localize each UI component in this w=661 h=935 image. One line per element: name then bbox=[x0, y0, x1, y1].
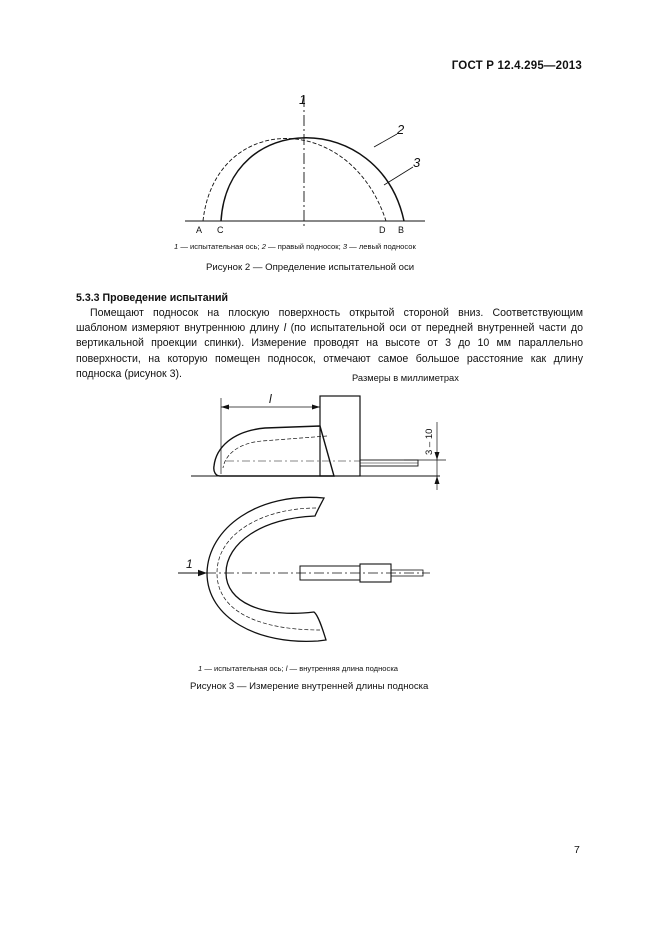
left-toecap-curve bbox=[203, 138, 386, 221]
legend3-num-1: 1 bbox=[198, 664, 203, 673]
dimensions-note: Размеры в миллиметрах bbox=[352, 373, 459, 383]
figure-2-caption: Рисунок 2 — Определение испытательной оси bbox=[206, 262, 415, 273]
figure-3-legend bbox=[198, 664, 398, 673]
figure-2-drawing bbox=[185, 96, 425, 229]
right-toecap-curve bbox=[221, 138, 404, 221]
legend-num-2: 2 bbox=[261, 242, 266, 251]
figure-3-caption: Рисунок 3 — Измерение внутренней длины подноска bbox=[190, 681, 429, 692]
legend-num-1: 1 bbox=[174, 242, 179, 251]
legend3-text-1: — испытательная ось; bbox=[202, 664, 286, 673]
figure-3-top-view bbox=[178, 497, 430, 641]
page-number: 7 bbox=[574, 844, 580, 856]
leader-2 bbox=[374, 134, 397, 147]
legend-text-2: — правый подносок; bbox=[265, 242, 343, 251]
leader-3 bbox=[384, 167, 413, 185]
para-symbol-l: l bbox=[283, 322, 287, 335]
point-c: C bbox=[217, 225, 224, 235]
section-paragraph bbox=[76, 306, 583, 382]
para-part-1: Помещают подносок на плоскую поверхность открытой стороной вниз. Соответствующим шаблоном измеряют внутреннюю длину bbox=[76, 307, 583, 335]
axis-callout-1: 1 bbox=[186, 557, 193, 571]
toecap-side-outer bbox=[214, 426, 334, 476]
dim-h-label: 3 – 10 bbox=[424, 428, 435, 455]
legend3-text-2: — внутренняя длина подноска bbox=[287, 664, 399, 673]
callout-3: 3 bbox=[413, 155, 421, 170]
point-d: D bbox=[379, 225, 386, 235]
section-title: 5.3.3 Проведение испытаний bbox=[76, 292, 229, 304]
axis-arrow-head bbox=[198, 570, 207, 576]
figure-3-side-view bbox=[191, 396, 446, 490]
document-header: ГОСТ Р 12.4.295—2013 bbox=[451, 60, 582, 72]
figure-2-legend bbox=[174, 242, 416, 251]
legend3-num-2: l bbox=[285, 664, 288, 673]
para-part-2: (по испытательной оси от передней внутренней части до вертикальной проекции спинки). Измерение проводят на высоте от 3 до 10 мм параллельно поверхности, на которую помещен подносок, отмечают самое большое расстояние как длину подноска (рисунок 3). bbox=[76, 322, 583, 380]
legend-text-3: — левый подносок bbox=[347, 242, 416, 251]
toecap-top-outer bbox=[207, 497, 326, 641]
legend-num-3: 3 bbox=[342, 242, 348, 251]
toecap-side-inner bbox=[223, 436, 327, 468]
point-b: B bbox=[398, 225, 405, 235]
legend-text-1: — испытательная ось; bbox=[178, 242, 262, 251]
point-a: A bbox=[196, 225, 203, 235]
dim-l-label: l bbox=[269, 392, 272, 406]
callout-2: 2 bbox=[397, 122, 405, 137]
callout-1: 1 bbox=[299, 92, 307, 107]
